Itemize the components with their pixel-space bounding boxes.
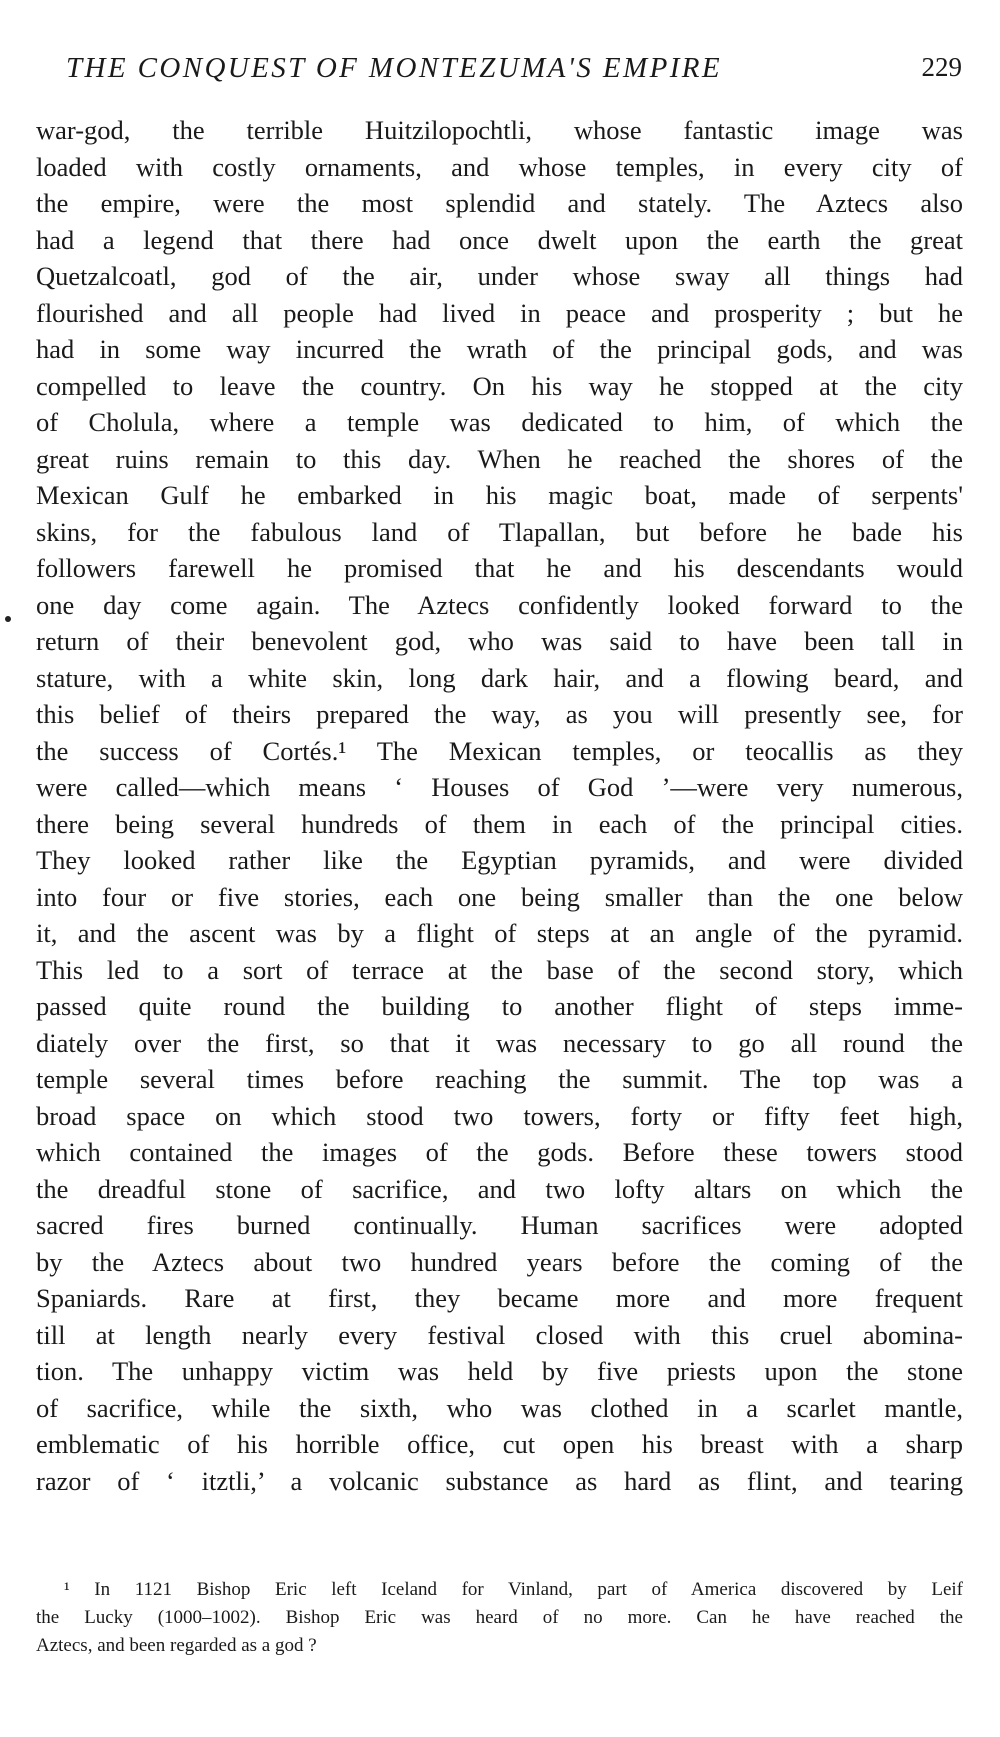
body-line: skins, for the fabulous land of Tlapallan, but before he bade his (36, 516, 963, 547)
footnote-line: ¹ In 1121 Bishop Eric left Iceland for Vinland, part of America discovered by Leif (64, 1579, 963, 1600)
body-line: diately over the first, so that it was necessary to go all round the (36, 1027, 963, 1058)
body-line: tion. The unhappy victim was held by five priests upon the stone (36, 1356, 963, 1386)
body-line: there being several hundreds of them in each of the principal cities. (36, 808, 963, 839)
body-line: of Cholula, where a temple was dedicated to him, of which the (36, 407, 963, 437)
body-line: of sacrifice, while the sixth, who was clothed in a scarlet mantle, (36, 1392, 963, 1423)
body-line: till at length nearly every festival closed with this cruel abomina- (36, 1319, 963, 1350)
running-title: THE CONQUEST OF MONTEZUMA'S EMPIRE (66, 52, 722, 84)
body-line: razor of ‘ itztli,’ a volcanic substance as hard as flint, and tearing (36, 1465, 963, 1496)
body-line: followers farewell he promised that he and his descendants would (36, 553, 963, 583)
body-line: this belief of theirs prepared the way, as you will presently see, for (36, 699, 963, 729)
body-line: the dreadful stone of sacrifice, and two lofty altars on which the (36, 1173, 963, 1204)
footnote-line: the Lucky (1000–1002). Bishop Eric was heard of no more. Can he have reached the (36, 1607, 963, 1628)
running-head (66, 52, 962, 92)
body-line: sacred fires burned continually. Human sacrifices were adopted (36, 1210, 963, 1240)
margin-mark (5, 616, 11, 622)
body-line: the empire, were the most splendid and stately. The Aztecs also (36, 188, 963, 218)
body-line: had a legend that there had once dwelt upon the earth the great (36, 224, 963, 255)
body-line: temple several times before reaching the summit. The top was a (36, 1064, 963, 1094)
body-line: compelled to leave the country. On his way he stopped at the city (36, 370, 963, 401)
body-line: flourished and all people had lived in peace and prosperity ; but he (36, 297, 963, 328)
body-line: were called—which means ‘ Houses of God ’—were very numerous, (36, 772, 963, 802)
body-line: it, and the ascent was by a flight of steps at an angle of the pyramid. (36, 918, 963, 948)
footnote (36, 1576, 963, 1660)
body-line: Mexican Gulf he embarked in his magic boat, made of serpents' (36, 480, 963, 510)
body-line: by the Aztecs about two hundred years before the coming of the (36, 1246, 963, 1277)
footnote-line: Aztecs, and been regarded as a god ? (36, 1635, 317, 1656)
body-line: They looked rather like the Egyptian pyramids, and were divided (36, 845, 963, 875)
page-number: 229 (921, 52, 962, 82)
body-line: return of their benevolent god, who was said to have been tall in (36, 626, 963, 656)
body-line: loaded with costly ornaments, and whose temples, in every city of (36, 151, 963, 182)
body-line: which contained the images of the gods. Before these towers stood (36, 1137, 963, 1167)
body-line: This led to a sort of terrace at the base of the second story, which (36, 954, 963, 985)
body-line: emblematic of his horrible office, cut open his breast with a sharp (36, 1429, 963, 1459)
body-text (36, 112, 963, 1499)
body-line: great ruins remain to this day. When he reached the shores of the (36, 443, 963, 474)
body-line: into four or five stories, each one being smaller than the one below (36, 881, 963, 912)
body-line: had in some way incurred the wrath of the principal gods, and was (36, 334, 963, 364)
body-line: Quetzalcoatl, god of the air, under whose sway all things had (36, 261, 963, 291)
body-line: war-god, the terrible Huitzilopochtli, whose fantastic image was (36, 115, 963, 145)
body-line: broad space on which stood two towers, forty or fifty feet high, (36, 1100, 963, 1131)
body-line: the success of Cortés.¹ The Mexican temples, or teocallis as they (36, 735, 963, 766)
body-line: one day come again. The Aztecs confidently looked forward to the (36, 589, 963, 620)
body-line: stature, with a white skin, long dark hair, and a flowing beard, and (36, 662, 963, 693)
body-line: Spaniards. Rare at first, they became more and more frequent (36, 1283, 963, 1313)
body-line: passed quite round the building to another flight of steps imme- (36, 991, 963, 1021)
